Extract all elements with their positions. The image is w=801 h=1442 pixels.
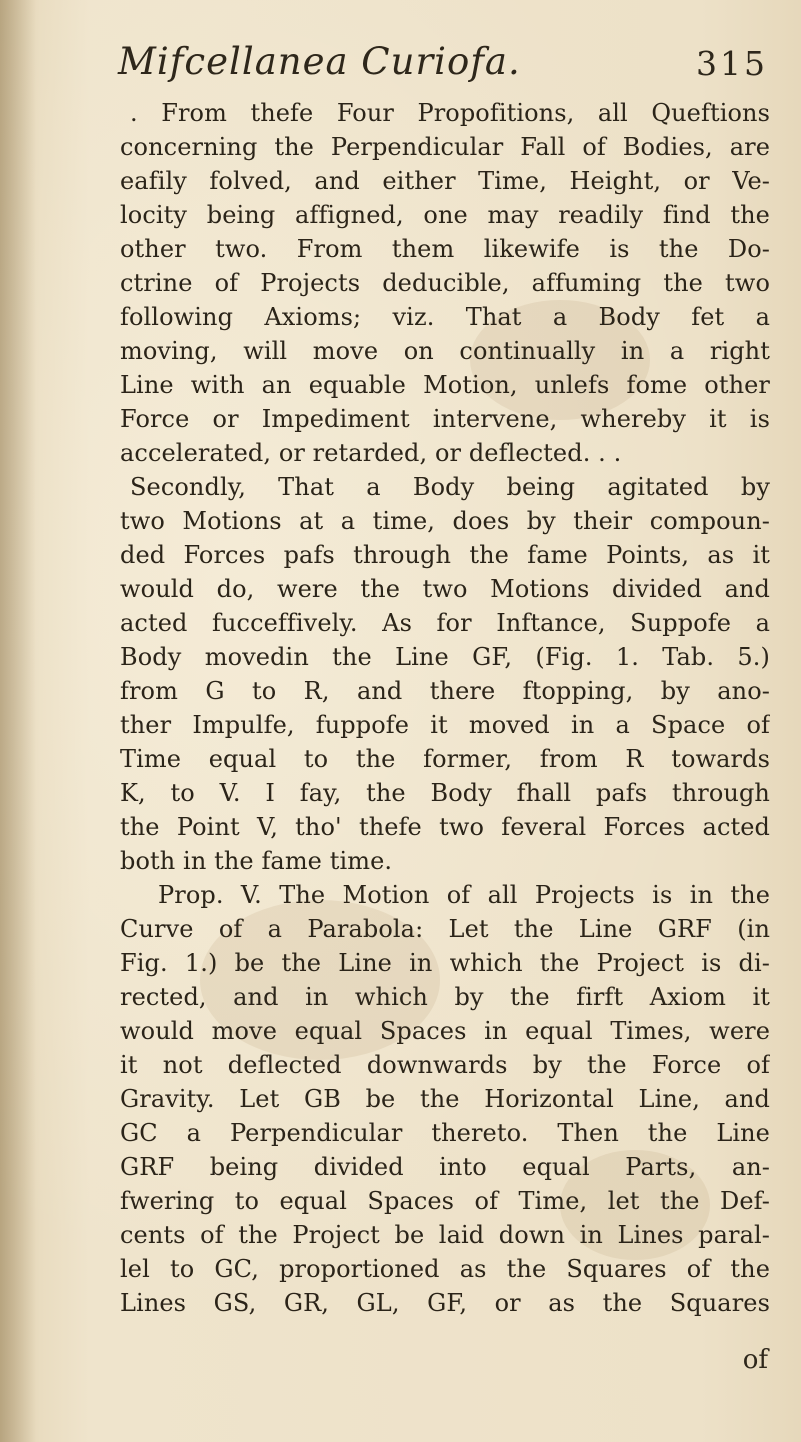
text-line: following Axioms; viz. That a Body fet a xyxy=(120,303,770,331)
text-line: the Point V, tho' thefe two feveral Forces acted xyxy=(120,813,770,841)
text-line: Lines GS, GR, GL, GF, or as the Squares xyxy=(120,1289,770,1317)
text-line: lel to GC, proportioned as the Squares of the xyxy=(120,1255,770,1283)
text-line: . From thefe Four Propofitions, all Queftions xyxy=(130,99,770,127)
page-header xyxy=(118,40,768,96)
page-number: 315 xyxy=(696,44,768,83)
text-line: cents of the Project be laid down in Lines paral- xyxy=(120,1221,770,1249)
gutter-shadow xyxy=(0,0,36,1442)
text-line: other two. From them likewife is the Do- xyxy=(120,235,770,263)
text-line: Force or Impediment intervene, whereby it is xyxy=(120,405,770,433)
text-line: two Motions at a time, does by their compoun- xyxy=(120,507,770,535)
text-line: Line with an equable Motion, unlefs fome other xyxy=(120,371,770,399)
text-line: acted fucceffively. As for Inftance, Suppofe a xyxy=(120,609,770,637)
text-line: Curve of a Parabola: Let the Line GRF (in xyxy=(120,915,770,943)
text-line: accelerated, or retarded, or deflected. . . xyxy=(120,439,622,467)
text-line: GC a Perpendicular thereto. Then the Line xyxy=(120,1119,770,1147)
running-title: Mifcellanea Curiofa. xyxy=(118,40,521,83)
text-line: Secondly, That a Body being agitated by xyxy=(130,473,770,501)
text-line: both in the fame time. xyxy=(120,847,393,875)
text-line: Body movedin the Line GF, (Fig. 1. Tab. 5.) xyxy=(120,643,770,671)
text-line: Gravity. Let GB be the Horizontal Line, and xyxy=(120,1085,770,1113)
text-line: Prop. V. The Motion of all Projects is in the xyxy=(158,881,770,909)
text-line: K, to V. I fay, the Body fhall pafs through xyxy=(120,779,770,807)
text-line: would do, were the two Motions divided and xyxy=(120,575,770,603)
text-line: concerning the Perpendicular Fall of Bodies, are xyxy=(120,133,770,161)
text-line: moving, will move on continually in a right xyxy=(120,337,770,365)
text-line: it not deflected downwards by the Force of xyxy=(120,1051,770,1079)
text-line: ther Impulfe, fuppofe it moved in a Space of xyxy=(120,711,770,739)
text-line: GRF being divided into equal Parts, an- xyxy=(120,1153,770,1181)
body-text xyxy=(120,96,770,1320)
text-line: ded Forces pafs through the fame Points, as it xyxy=(120,541,770,569)
text-line: from G to R, and there ftopping, by ano- xyxy=(120,677,770,705)
text-line: rected, and in which by the firft Axiom it xyxy=(120,983,770,1011)
text-line: ctrine of Projects deducible, affuming the two xyxy=(120,269,770,297)
text-line: locity being affigned, one may readily find the xyxy=(120,201,770,229)
text-line: Time equal to the former, from R towards xyxy=(120,745,770,773)
text-line: fwering to equal Spaces of Time, let the Def- xyxy=(120,1187,770,1215)
text-line: would move equal Spaces in equal Times, were xyxy=(120,1017,770,1045)
catchword: of xyxy=(742,1345,768,1375)
text-line: eafily folved, and either Time, Height, or Ve- xyxy=(120,167,770,195)
text-line: Fig. 1.) be the Line in which the Project is di- xyxy=(120,949,770,977)
